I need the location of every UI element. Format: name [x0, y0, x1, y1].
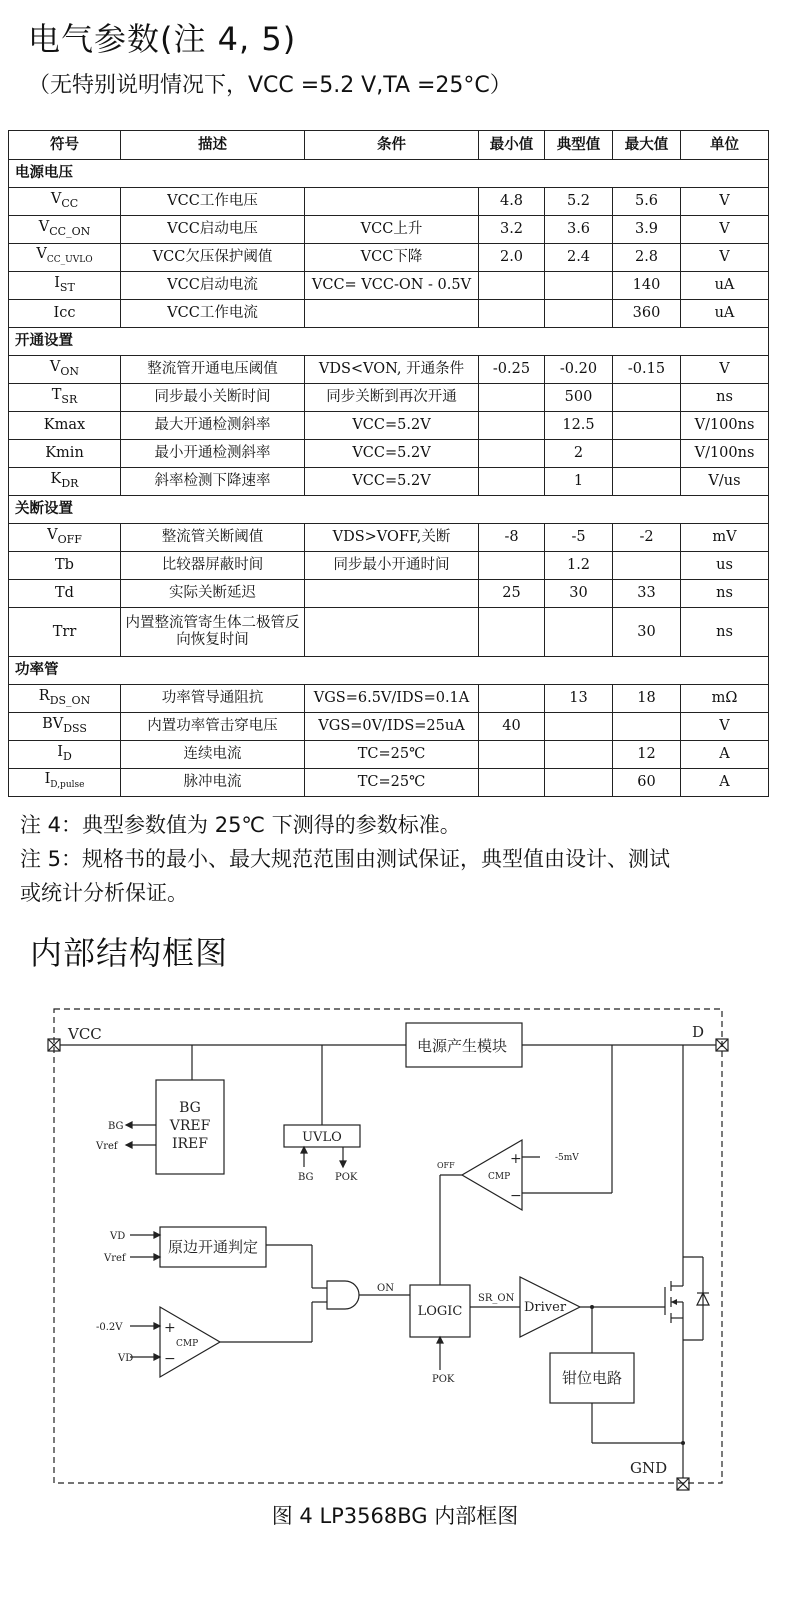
uvlo-label: UVLO [302, 1130, 342, 1145]
cell-unit: ns [681, 384, 769, 412]
symbol-main: Trr [52, 623, 77, 640]
symbol-main: T [51, 387, 62, 404]
table-row [9, 412, 769, 440]
cell-max [613, 440, 681, 468]
cell-typ: 2.4 [545, 244, 613, 272]
section-row [9, 328, 769, 356]
cell-typ: 500 [545, 384, 613, 412]
cell-unit: V/100ns [681, 412, 769, 440]
cell-description: 同步最小关断时间 [121, 384, 305, 412]
cell-description: 整流管开通电压阈值 [121, 356, 305, 384]
cell-condition: VGS=0V/IDS=25uA [305, 713, 479, 741]
cell-max: -2 [613, 524, 681, 552]
cell-max: 18 [613, 685, 681, 713]
cell-max [613, 468, 681, 496]
cell-typ [545, 713, 613, 741]
judge-vref-label: Vref [104, 1253, 126, 1264]
cell-min [479, 412, 545, 440]
cell-symbol [9, 524, 121, 552]
section-row [9, 160, 769, 188]
table-row [9, 741, 769, 769]
symbol-main: R [38, 688, 50, 705]
cell-min: 3.2 [479, 216, 545, 244]
judge-vd-label: VD [110, 1231, 126, 1242]
symbol-main: I [44, 771, 51, 788]
cell-max: 2.8 [613, 244, 681, 272]
cell-unit: V [681, 216, 769, 244]
cell-symbol [9, 713, 121, 741]
cell-symbol [9, 244, 121, 272]
symbol-main: V [36, 246, 47, 263]
cell-description: VCC欠压保护阈值 [121, 244, 305, 272]
symbol-subscript: DS_ON [49, 693, 91, 707]
cell-description: 最大开通检测斜率 [121, 412, 305, 440]
cell-description: VCC工作电压 [121, 188, 305, 216]
cell-min: -8 [479, 524, 545, 552]
cmp-bottom-ref-label: -0.2V [96, 1322, 123, 1333]
section-row [9, 496, 769, 524]
chip-boundary [54, 1009, 722, 1483]
cell-symbol [9, 440, 121, 468]
cell-typ: 1 [545, 468, 613, 496]
note-5-cont: 或统计分析保证。 [20, 881, 188, 905]
driver-label: Driver [524, 1300, 567, 1315]
cmp-top-label: CMP [488, 1172, 511, 1182]
cell-description: 脉冲电流 [121, 769, 305, 797]
table-row [9, 356, 769, 384]
symbol-subscript: CC [61, 196, 79, 210]
test-conditions: （无特别说明情况下，VCC =5.2 V,TA =25°C） [28, 73, 512, 98]
cell-min [479, 440, 545, 468]
cell-condition: VCC=5.2V [305, 412, 479, 440]
table-row [9, 685, 769, 713]
cell-unit: A [681, 741, 769, 769]
cell-typ [545, 608, 613, 657]
note-5: 注 5：规格书的最小、最大规范范围由测试保证，典型值由设计、测试 [20, 847, 671, 871]
cell-symbol [9, 384, 121, 412]
cell-min: 25 [479, 580, 545, 608]
header-description: 描述 [121, 131, 305, 160]
judge-label: 原边开通判定 [167, 1238, 259, 1256]
cell-typ: -5 [545, 524, 613, 552]
symbol-subscript: OFF [57, 532, 82, 546]
cell-condition: VCC= VCC-ON - 0.5V [305, 272, 479, 300]
table-row [9, 272, 769, 300]
cell-condition: VCC上升 [305, 216, 479, 244]
cell-typ: 1.2 [545, 552, 613, 580]
table-row [9, 244, 769, 272]
cell-symbol [9, 741, 121, 769]
block-diagram-title: 内部结构框图 [30, 934, 229, 972]
cell-condition [305, 188, 479, 216]
cell-max [613, 552, 681, 580]
cell-unit: mV [681, 524, 769, 552]
cell-max [613, 412, 681, 440]
cmp-top-ref-label: -5mV [555, 1153, 579, 1163]
cmp-bottom-label: CMP [176, 1339, 199, 1349]
cell-typ: 30 [545, 580, 613, 608]
vref-out-label: Vref [96, 1141, 118, 1152]
symbol-subscript: D [62, 749, 72, 763]
cell-typ [545, 769, 613, 797]
cell-condition: VCC=5.2V [305, 468, 479, 496]
table-row [9, 608, 769, 657]
cell-unit: V [681, 356, 769, 384]
table-row [9, 524, 769, 552]
cell-symbol [9, 188, 121, 216]
cell-symbol [9, 580, 121, 608]
label-vcc: VCC [68, 1025, 102, 1043]
symbol-subscript: ON [60, 364, 80, 378]
cell-symbol [9, 356, 121, 384]
bg-out-label: BG [108, 1121, 124, 1132]
cell-description: 最小开通检测斜率 [121, 440, 305, 468]
symbol-main: V [49, 359, 61, 376]
cell-description: 连续电流 [121, 741, 305, 769]
cell-description: 实际关断延迟 [121, 580, 305, 608]
iref-label: IREF [171, 1136, 209, 1152]
clamp-label: 钳位电路 [561, 1369, 623, 1387]
cell-max [613, 713, 681, 741]
off-label: OFF [437, 1161, 455, 1170]
figure-caption: 图 4 LP3568BG 内部框图 [271, 1504, 519, 1528]
cell-description: 整流管关断阈值 [121, 524, 305, 552]
cell-condition: VGS=6.5V/IDS=0.1A [305, 685, 479, 713]
cell-max: 30 [613, 608, 681, 657]
header-max: 最大值 [613, 131, 681, 160]
electrical-parameters-table [8, 130, 769, 797]
symbol-subscript: CC_UVLO [46, 254, 93, 265]
symbol-main: I [57, 744, 63, 761]
table-row [9, 580, 769, 608]
logic-label: LOGIC [417, 1304, 463, 1319]
cmp-bottom-vd-label: VD [118, 1353, 134, 1364]
cell-description: 内置功率管击穿电压 [121, 713, 305, 741]
symbol-main: V [50, 191, 62, 208]
table-row [9, 440, 769, 468]
on-label: ON [377, 1283, 394, 1294]
cell-condition [305, 608, 479, 657]
cell-max [613, 384, 681, 412]
label-gnd: GND [630, 1459, 668, 1477]
cell-unit: V [681, 188, 769, 216]
cell-description: 功率管导通阻抗 [121, 685, 305, 713]
cell-symbol [9, 685, 121, 713]
notes [20, 808, 780, 910]
section-label: 功率管 [9, 657, 769, 685]
header-unit: 单位 [681, 131, 769, 160]
cell-typ: 2 [545, 440, 613, 468]
symbol-main: Kmax [43, 417, 86, 433]
table-row [9, 216, 769, 244]
cell-typ: 5.2 [545, 188, 613, 216]
cell-unit: V [681, 713, 769, 741]
cell-max: 33 [613, 580, 681, 608]
cell-condition: VCC下降 [305, 244, 479, 272]
cell-typ [545, 300, 613, 328]
cell-symbol [9, 769, 121, 797]
cell-unit: V [681, 244, 769, 272]
cell-condition [305, 580, 479, 608]
cell-max: 60 [613, 769, 681, 797]
cell-max: 360 [613, 300, 681, 328]
cell-typ [545, 272, 613, 300]
cell-min: 4.8 [479, 188, 545, 216]
header-condition: 条件 [305, 131, 479, 160]
uvlo-pok-label: POK [335, 1172, 358, 1183]
table-row [9, 384, 769, 412]
cell-condition: 同步最小开通时间 [305, 552, 479, 580]
section-label: 关断设置 [9, 496, 769, 524]
table-row [9, 713, 769, 741]
header-typ: 典型值 [545, 131, 613, 160]
symbol-main: Tb [55, 557, 74, 573]
cell-min [479, 384, 545, 412]
symbol-subscript: CC_ON [49, 224, 91, 238]
cell-symbol [9, 412, 121, 440]
cell-condition [305, 300, 479, 328]
cell-description: 比较器屏蔽时间 [121, 552, 305, 580]
cell-symbol [9, 216, 121, 244]
note-4: 注 4：典型参数值为 25℃ 下测得的参数标准。 [20, 813, 461, 837]
cell-condition: VCC=5.2V [305, 440, 479, 468]
cell-min: -0.25 [479, 356, 545, 384]
symbol-main: V [47, 527, 58, 544]
table-row [9, 769, 769, 797]
cell-condition: VDS<VON, 开通条件 [305, 356, 479, 384]
symbol-main: I [54, 275, 60, 292]
cell-min: 40 [479, 713, 545, 741]
symbol-main: V [38, 219, 50, 236]
cell-symbol [9, 468, 121, 496]
symbol-subscript: SR [61, 392, 78, 406]
cell-description: 内置整流管寄生体二极管反向恢复时间 [121, 608, 305, 657]
cmp-bottom-plus: + [164, 1320, 176, 1336]
cell-description: VCC启动电流 [121, 272, 305, 300]
table-row [9, 468, 769, 496]
cell-max: -0.15 [613, 356, 681, 384]
cell-unit: ns [681, 580, 769, 608]
cell-description: VCC启动电压 [121, 216, 305, 244]
cell-min [479, 608, 545, 657]
cell-max: 3.9 [613, 216, 681, 244]
cell-condition: TC=25℃ [305, 741, 479, 769]
cell-description: 斜率检测下降速率 [121, 468, 305, 496]
table-row [9, 188, 769, 216]
cell-unit: uA [681, 300, 769, 328]
cell-symbol [9, 608, 121, 657]
cell-unit: V/us [681, 468, 769, 496]
cmp-bottom-minus: − [164, 1351, 176, 1367]
header-min: 最小值 [479, 131, 545, 160]
power-module-label: 电源产生模块 [417, 1037, 508, 1055]
cell-condition: VDS>VOFF,关断 [305, 524, 479, 552]
cell-min [479, 272, 545, 300]
label-d: D [692, 1023, 705, 1041]
cell-min [479, 468, 545, 496]
uvlo-bg-label: BG [298, 1172, 314, 1183]
symbol-main: Td [55, 585, 74, 601]
cell-typ: 13 [545, 685, 613, 713]
symbol-main: BV [42, 716, 64, 733]
sr-on-label: SR_ON [478, 1293, 515, 1304]
block-diagram [0, 995, 790, 1495]
cell-symbol [9, 552, 121, 580]
cmp-top-minus: − [510, 1188, 522, 1204]
symbol-main: Kmin [45, 445, 84, 461]
cell-unit: uA [681, 272, 769, 300]
symbol-subscript: D,pulse [50, 779, 85, 790]
symbol-subscript: DSS [63, 721, 87, 735]
symbol-subscript: DR [61, 476, 79, 490]
symbol-main: K [50, 471, 62, 488]
cell-min [479, 552, 545, 580]
cell-typ [545, 741, 613, 769]
cell-description: VCC工作电流 [121, 300, 305, 328]
table-row [9, 552, 769, 580]
cell-symbol [9, 272, 121, 300]
section-label: 开通设置 [9, 328, 769, 356]
section-label: 电源电压 [9, 160, 769, 188]
cell-unit: ns [681, 608, 769, 657]
cell-unit: A [681, 769, 769, 797]
and-gate [327, 1281, 359, 1309]
cell-min [479, 685, 545, 713]
cell-min [479, 769, 545, 797]
cell-condition: TC=25℃ [305, 769, 479, 797]
cell-unit: V/100ns [681, 440, 769, 468]
symbol-subscript: ST [59, 280, 75, 294]
table-header-row [9, 131, 769, 160]
page-title: 电气参数(注 4, 5) [28, 20, 297, 58]
cell-min [479, 300, 545, 328]
logic-pok-label: POK [432, 1374, 455, 1385]
vref-label: VREF [169, 1118, 211, 1134]
bg-label: BG [179, 1100, 201, 1116]
table-row [9, 300, 769, 328]
header-symbol: 符号 [9, 131, 121, 160]
cell-max: 140 [613, 272, 681, 300]
symbol-main: Icc [53, 305, 76, 321]
cmp-top-plus: + [510, 1151, 522, 1167]
cell-typ: 12.5 [545, 412, 613, 440]
cell-condition: 同步关断到再次开通 [305, 384, 479, 412]
cell-typ: -0.20 [545, 356, 613, 384]
cell-max: 5.6 [613, 188, 681, 216]
cell-unit: us [681, 552, 769, 580]
cell-typ: 3.6 [545, 216, 613, 244]
cell-min [479, 741, 545, 769]
cell-max: 12 [613, 741, 681, 769]
cell-min: 2.0 [479, 244, 545, 272]
section-row [9, 657, 769, 685]
cell-unit: mΩ [681, 685, 769, 713]
cell-symbol [9, 300, 121, 328]
